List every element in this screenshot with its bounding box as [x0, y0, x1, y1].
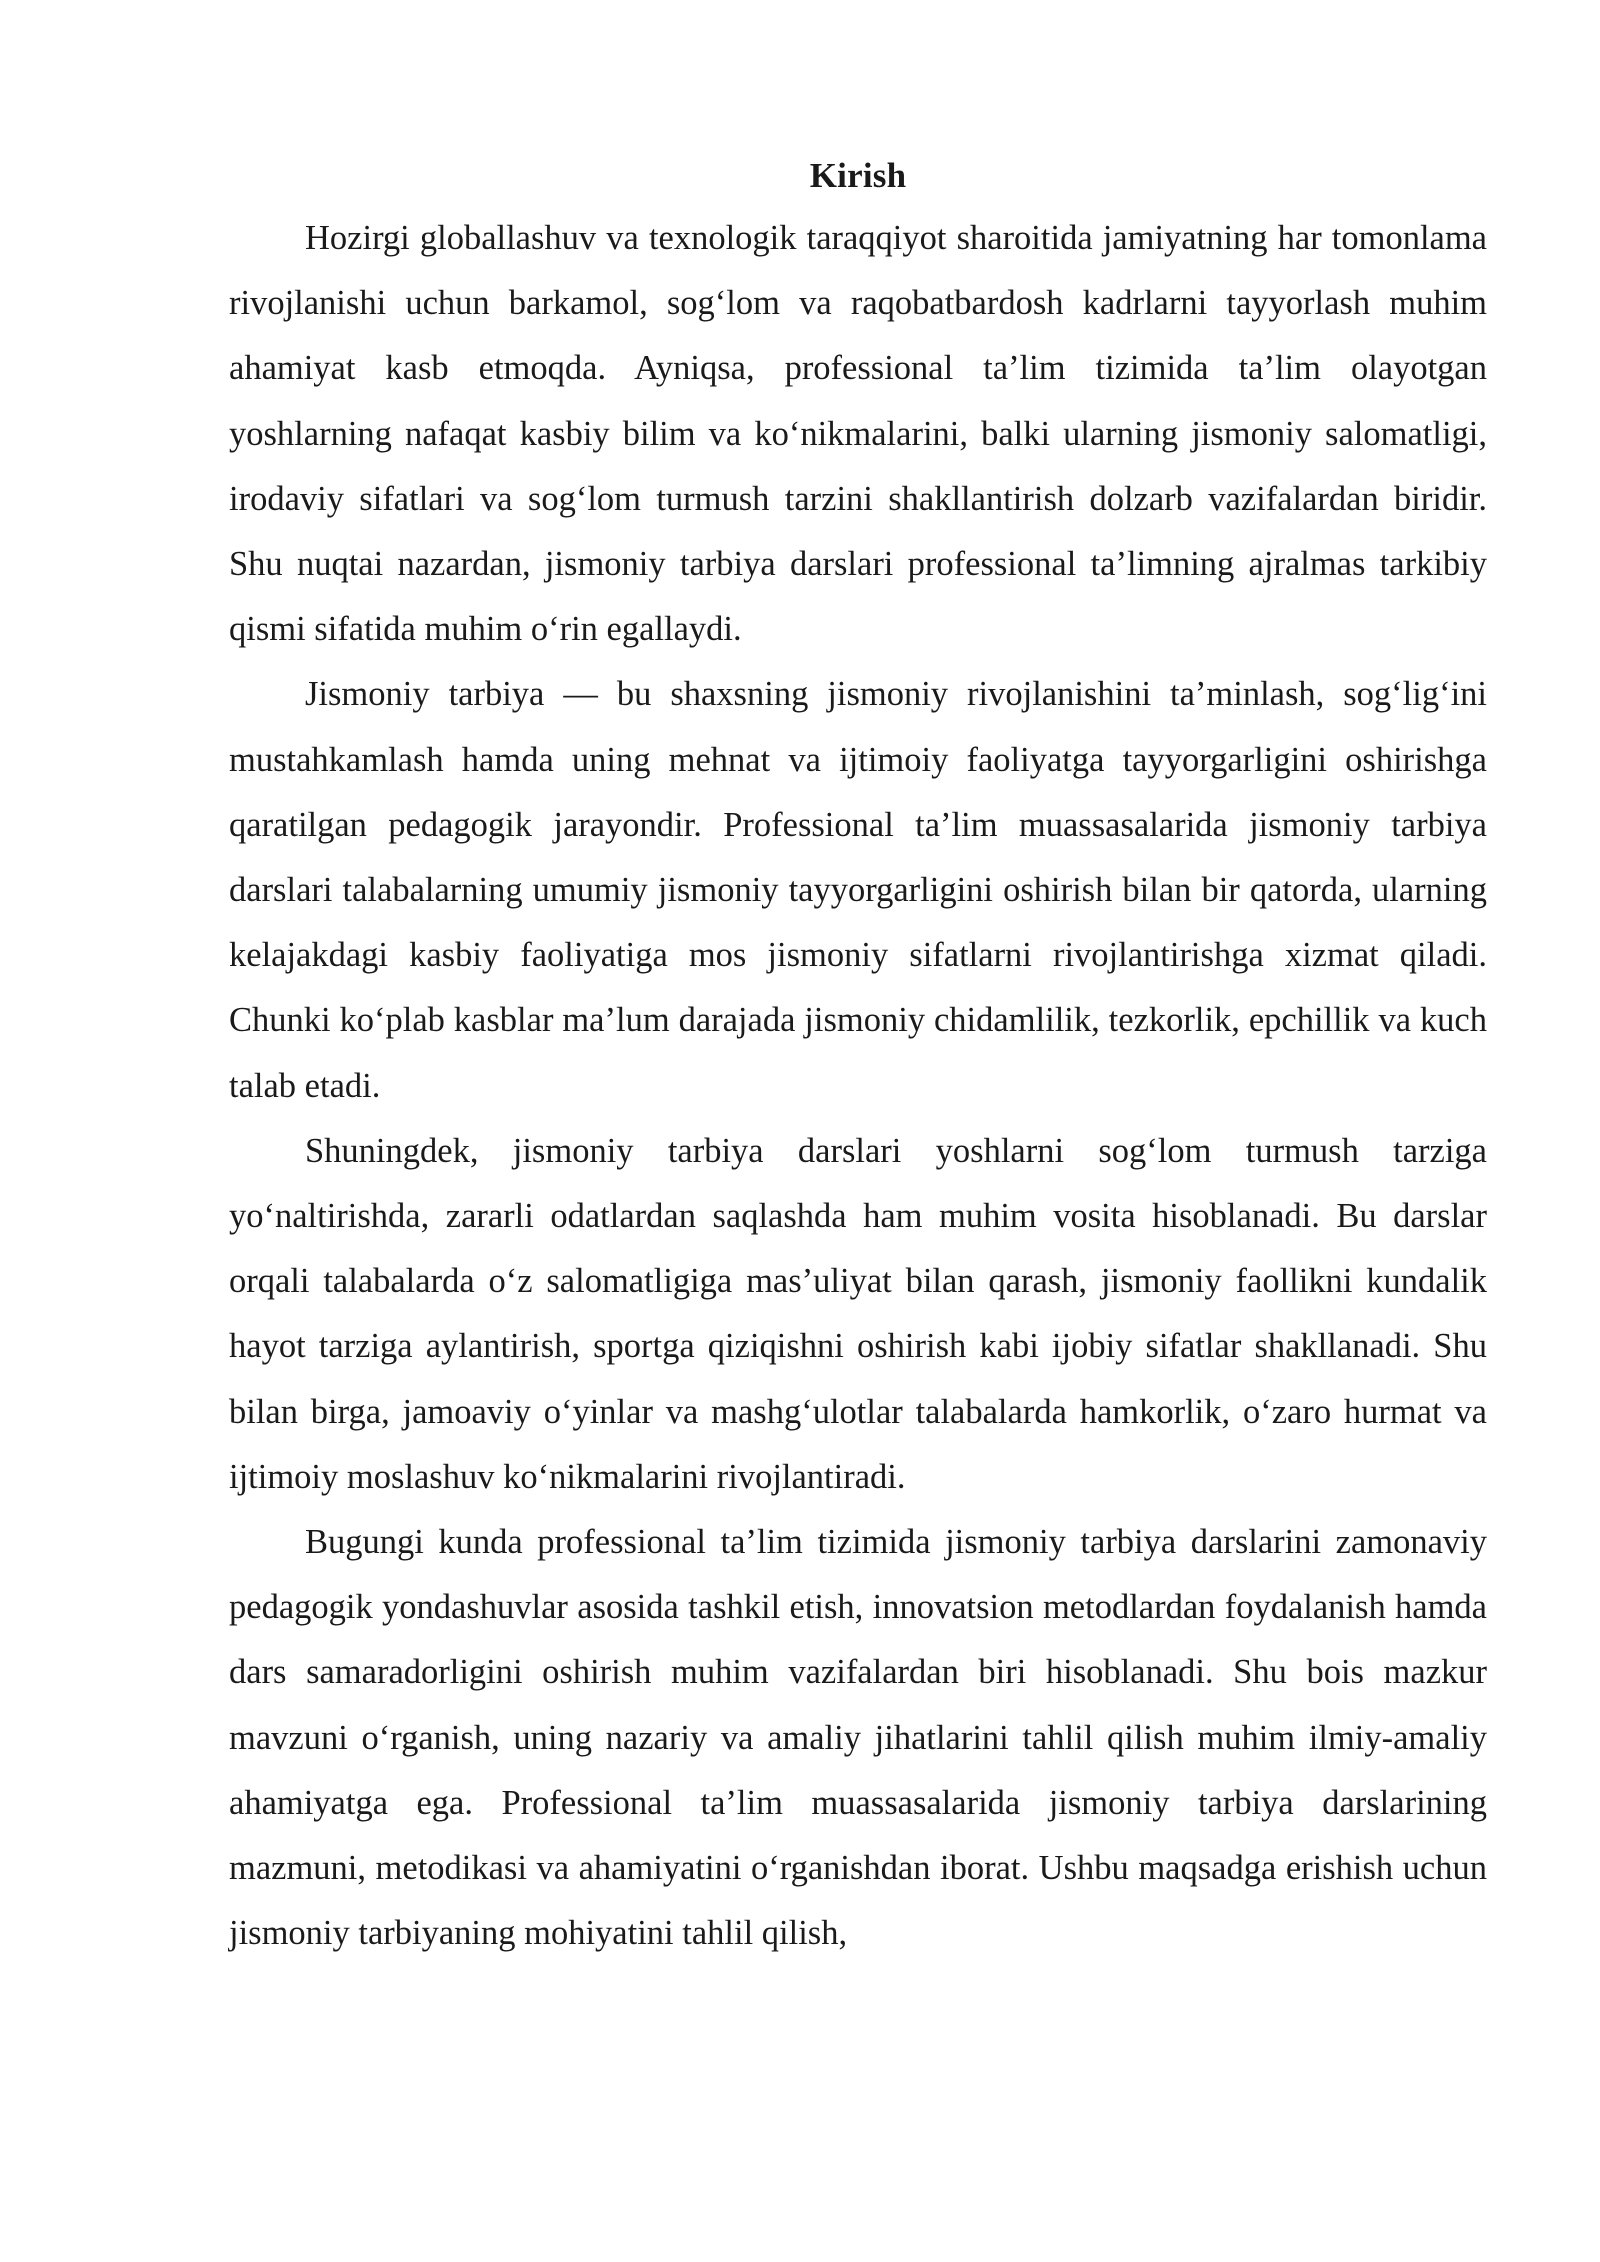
page-title: Kirish	[809, 156, 907, 195]
paragraph-4: Bugungi kunda professional ta’lim tizimida jismoniy tarbiya darslarini zamonaviy pedagogik yondashuvlar asosida tashkil etish, innovatsion metodlardan foydalanish hamda dars samaradorligini oshirish muhim vazifalardan biri hisoblanadi. Shu bois mazkur mavzuni o‘rganish, uning nazariy va amaliy jihatlarini tahlil qilish muhim ilmiy-amaliy ahamiyatga ega. Professional ta’lim muassasalarida jismoniy tarbiya darslarining mazmuni, metodikasi va ahamiyatini o‘rganishdan iborat. Ushbu maqsadga erishish uchun jismoniy tarbiyaning mohiyatini tahlil qilish,	[229, 1523, 1487, 1953]
paragraph-3: Shuningdek, jismoniy tarbiya darslari yoshlarni sog‘lom turmush tarziga yo‘naltirishda, zararli odatlardan saqlashda ham muhim vosita hisoblanadi. Bu darslar orqali talabalarda o‘z salomatligiga mas’uliyat bilan qarash, jismoniy faollikni kundalik hayot tarziga aylantirish, sportga qiziqishni oshirish kabi ijobiy sifatlar shakllanadi. Shu bilan birga, jamoaviy o‘yinlar va mashg‘ulotlar talabalarda hamkorlik, o‘zaro hurmat va ijtimoiy moslashuv ko‘nikmalarini rivojlantiradi.	[229, 1131, 1487, 1496]
paragraph-1: Hozirgi globallashuv va texnologik taraqqiyot sharoitida jamiyatning har tomonlama rivojlanishi uchun barkamol, sog‘lom va raqobatbardosh kadrlarni tayyorlash muhim ahamiyat kasb etmoqda. Ayniqsa, professional ta’lim tizimida ta’lim olayotgan yoshlarning nafaqat kasbiy bilim va ko‘nikmalarini, balki ularning jismoniy salomatligi, irodaviy sifatlari va sog‘lom turmush tarzini shakllantirish dolzarb vazifalardan biridir. Shu nuqtai nazardan, jismoniy tarbiya darslari professional ta’limning ajralmas tarkibiy qismi sifatida muhim o‘rin egallaydi.	[229, 219, 1487, 649]
document-body	[229, 146, 1487, 1966]
paragraph-2: Jismoniy tarbiya — bu shaxsning jismoniy rivojlanishini ta’minlash, sog‘lig‘ini mustahkamlash hamda uning mehnat va ijtimoiy faoliyatga tayyorgarligini oshirishga qaratilgan pedagogik jarayondir. Professional ta’lim muassasalarida jismoniy tarbiya darslari talabalarning umumiy jismoniy tayyorgarligini oshirish bilan bir qatorda, ularning kelajakdagi kasbiy faoliyatiga mos jismoniy sifatlarni rivojlantirishga xizmat qiladi. Chunki ko‘plab kasblar ma’lum darajada jismoniy chidamlilik, tezkorlik, epchillik va kuch talab etadi.	[229, 675, 1487, 1105]
